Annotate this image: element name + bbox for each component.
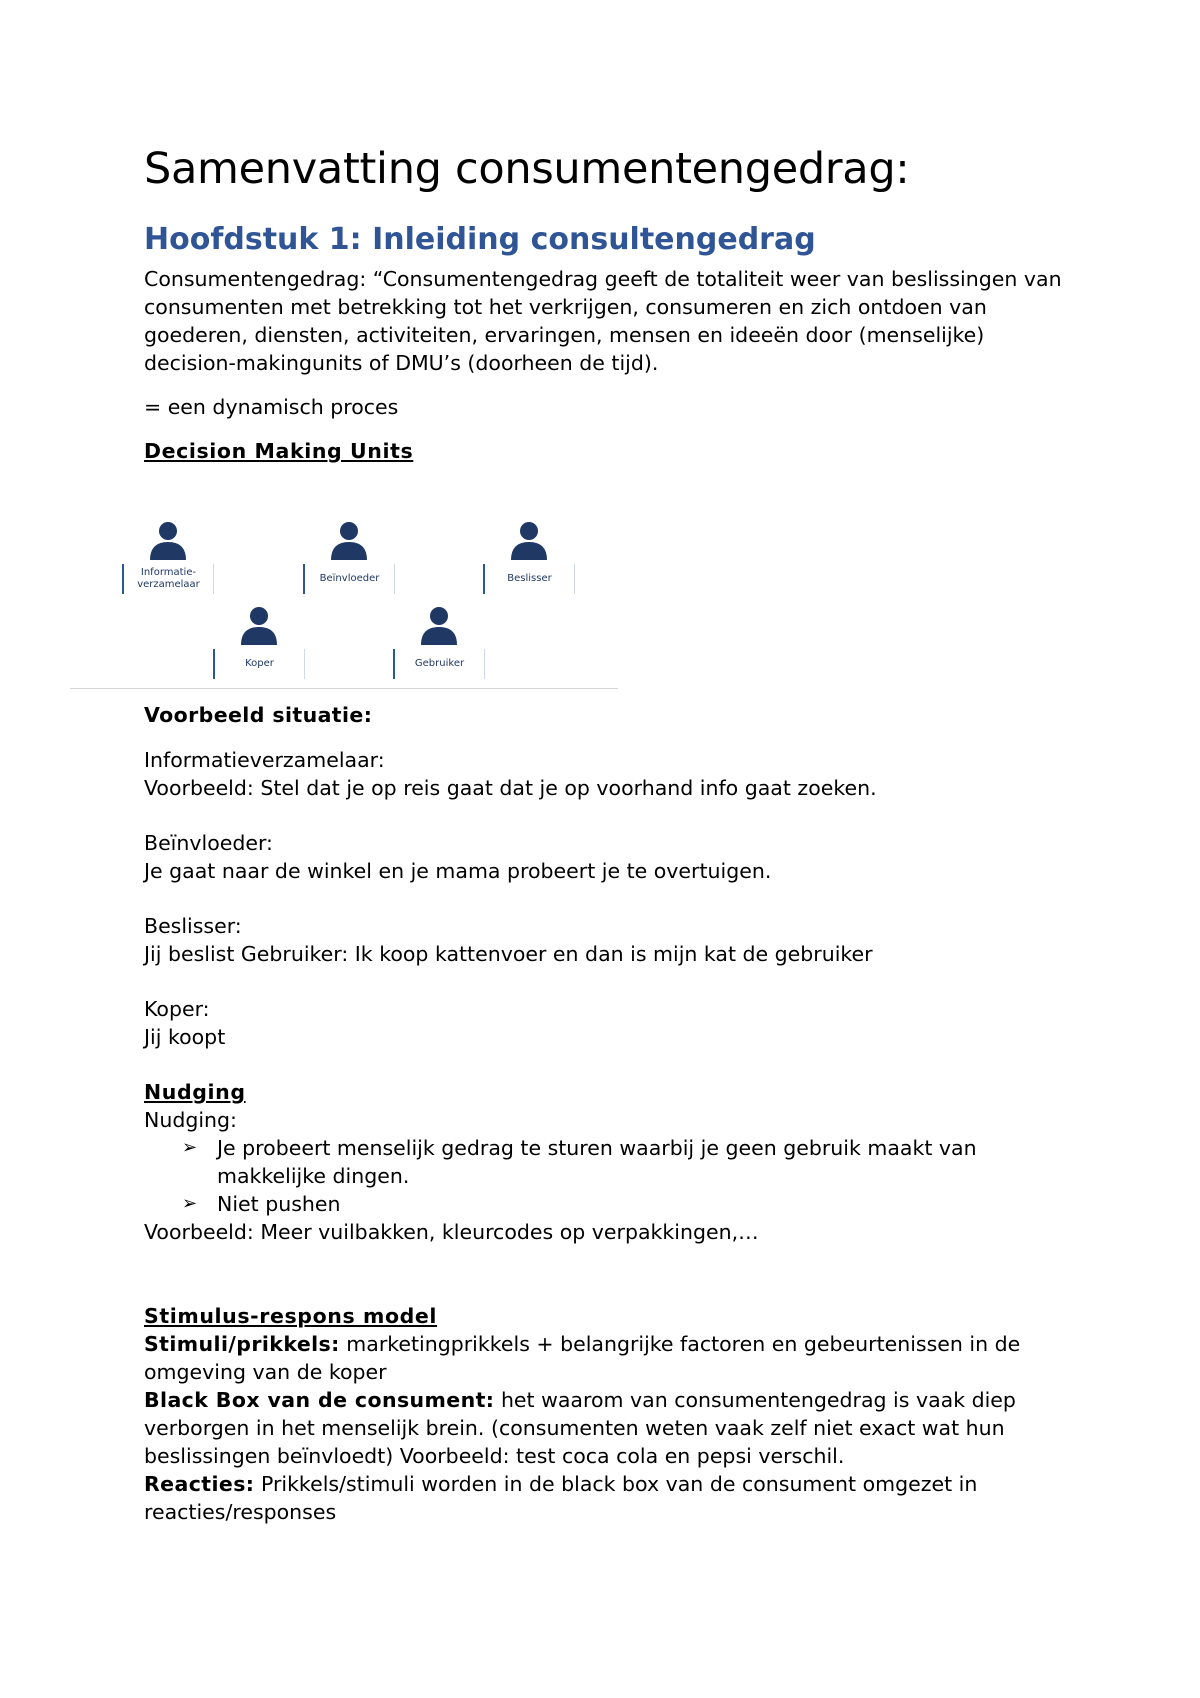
- person-icon: [419, 605, 459, 645]
- document-title: Samenvatting consumentengedrag:: [144, 144, 910, 194]
- blackbox-paragraph: [144, 1386, 1064, 1470]
- stimuli-text: marketingprikkels + belangrijke factoren en gebeurtenissen in de omgeving van de koper: [144, 1332, 1021, 1384]
- example-heading: Voorbeeld situatie:: [144, 703, 373, 727]
- list-item: [144, 1134, 1064, 1190]
- person-icon: [509, 520, 549, 560]
- nudging-label: Nudging:: [144, 1108, 237, 1132]
- dmu-label-beinvloeder: Beïnvloeder: [303, 564, 395, 594]
- beinv-label: Beïnvloeder:: [144, 831, 273, 855]
- besl-text: Jij beslist Gebruiker: Ik koop kattenvoer en dan is mijn kat de gebruiker: [144, 942, 873, 966]
- definition-paragraph: Consumentengedrag: “Consumentengedrag geeft de totaliteit weer van beslissingen van consumenten met betrekking tot het verkrijgen, consumeren en zich ontdoen van goederen, diensten, activiteiten, ervaringen, mensen en ideeën door (menselijke) decision-makingunits of DMU’s (doorheen de tijd).: [144, 267, 1062, 375]
- person-icon: [148, 520, 188, 560]
- info-label: Informatieverzamelaar:: [144, 748, 385, 772]
- dmu-label-koper: Koper: [213, 649, 305, 679]
- stimulus-heading: Stimulus-respons model: [144, 1304, 438, 1328]
- diagram-divider: [70, 688, 618, 689]
- dmu-heading: Decision Making Units: [144, 439, 414, 463]
- dmu-informatieverzamelaar: [122, 520, 214, 594]
- stimuli-paragraph: [144, 1330, 1064, 1386]
- chapter-heading: Hoofdstuk 1: Inleiding consultengedrag: [144, 222, 816, 257]
- blackbox-text: het waarom van consumentengedrag is vaak diep verborgen in het menselijk brein. (consumenten weten vaak zelf niet exact wat hun beslissingen beïnvloedt) Voorbeeld: test coca cola en pepsi verschil.: [144, 1388, 1016, 1468]
- person-icon: [329, 520, 369, 560]
- process-line: = een dynamisch proces: [144, 395, 399, 419]
- nudging-heading: Nudging: [144, 1080, 246, 1104]
- reacties-label: Reacties:: [144, 1472, 255, 1496]
- nudging-example: Voorbeeld: Meer vuilbakken, kleurcodes op verpakkingen,…: [144, 1220, 759, 1244]
- dmu-beslisser: [483, 520, 575, 594]
- reacties-text: Prikkels/stimuli worden in de black box van de consument omgezet in reacties/responses: [144, 1472, 978, 1524]
- arrow-bullet-icon: ➢: [182, 1137, 198, 1158]
- reacties-paragraph: [144, 1470, 1064, 1526]
- bullet-text: Niet pushen: [217, 1192, 341, 1216]
- dmu-gebruiker: [393, 605, 485, 679]
- besl-label: Beslisser:: [144, 914, 242, 938]
- dmu-beinvloeder: [303, 520, 395, 594]
- dmu-diagram: [70, 510, 618, 690]
- nudging-bullets: [144, 1134, 1064, 1218]
- blackbox-label: Black Box van de consument:: [144, 1388, 495, 1412]
- dmu-koper: [213, 605, 305, 679]
- koper-text: Jij koopt: [144, 1025, 226, 1049]
- stimulus-section: [144, 1330, 1064, 1526]
- beinv-text: Je gaat naar de winkel en je mama probeert je te overtuigen.: [144, 859, 772, 883]
- arrow-bullet-icon: ➢: [182, 1193, 198, 1214]
- dmu-label-gebruiker: Gebruiker: [393, 649, 485, 679]
- dmu-label-beslisser: Beslisser: [483, 564, 575, 594]
- person-icon: [239, 605, 279, 645]
- koper-label: Koper:: [144, 997, 210, 1021]
- bullet-text: Je probeert menselijk gedrag te sturen waarbij je geen gebruik maakt van makkelijke dingen.: [217, 1136, 977, 1188]
- info-text: Voorbeeld: Stel dat je op reis gaat dat je op voorhand info gaat zoeken.: [144, 776, 877, 800]
- dmu-label-informatie: Informatie-verzamelaar: [122, 564, 214, 594]
- stimuli-label: Stimuli/prikkels:: [144, 1332, 340, 1356]
- list-item: [144, 1190, 1064, 1218]
